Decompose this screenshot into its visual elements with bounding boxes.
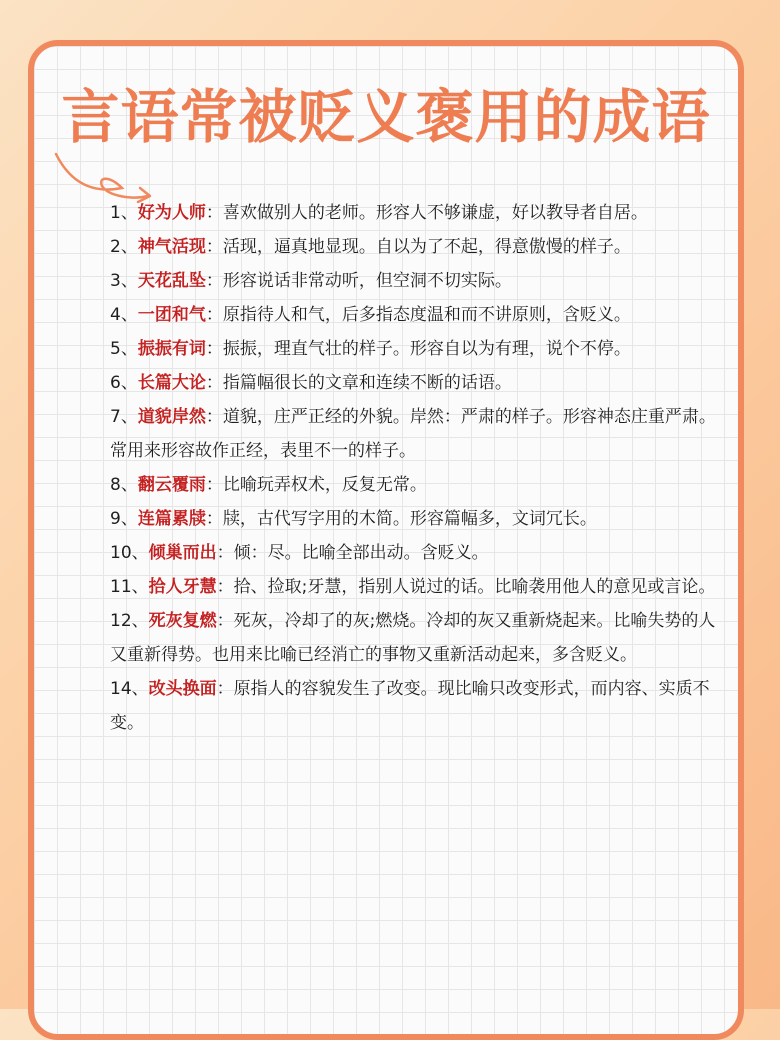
- list-item: 3、天花乱坠：形容说话非常动听，但空洞不切实际。: [110, 271, 512, 291]
- page-title: 言语常被贬义褒用的成语: [61, 83, 711, 151]
- idiom-term: 神气活现: [137, 237, 206, 257]
- idiom-definition: ：比喻玩弄权术，反复无常。: [205, 475, 427, 495]
- idiom-definition: ：形容说话非常动听，但空洞不切实际。: [205, 271, 512, 291]
- idiom-term: 道貌岸然: [137, 407, 206, 427]
- list-item: 7、道貌岸然：道貌，庄严正经的外貌。岸然：严肃的样子。形容神态庄重严肃。常用来形容故作正经，表里不一的样子。: [110, 407, 716, 461]
- idiom-term: 倾巢而出: [148, 543, 217, 563]
- idiom-term: 天花乱坠: [137, 271, 206, 291]
- idiom-term: 改头换面: [148, 679, 217, 699]
- idiom-definition: ：喜欢做别人的老师。形容人不够谦虚，好以教导者自居。: [205, 203, 648, 223]
- list-item: 5、振振有词：振振，理直气壮的样子。形容自以为有理，说个不停。: [110, 339, 631, 359]
- idiom-term: 翻云覆雨: [137, 475, 206, 495]
- list-item: 11、拾人牙慧：拾、捡取;牙慧，指别人说过的话。比喻袭用他人的意见或言论。: [110, 577, 716, 597]
- list-item: 9、连篇累牍：牍，古代写字用的木简。形容篇幅多，文词冗长。: [110, 509, 597, 529]
- list-item: 1、好为人师：喜欢做别人的老师。形容人不够谦虚，好以教导者自居。: [110, 203, 648, 223]
- list-item: 2、神气活现：活现，逼真地显现。自以为了不起，得意傲慢的样子。: [110, 237, 631, 257]
- idiom-term: 一团和气: [137, 305, 206, 325]
- idiom-term: 振振有词: [137, 339, 206, 359]
- idiom-definition: ：指篇幅很长的文章和连续不断的话语。: [205, 373, 512, 393]
- idiom-term: 连篇累牍: [137, 509, 206, 529]
- list-item: 12、死灰复燃：死灰，冷却了的灰;燃烧。冷却的灰又重新烧起来。比喻失势的人又重新得势。也用来比喻已经消亡的事物又重新活动起来，多含贬义。: [110, 611, 716, 665]
- idiom-term: 拾人牙慧: [148, 577, 217, 597]
- idiom-list: [110, 196, 720, 740]
- idiom-term: 好为人师: [137, 203, 206, 223]
- idiom-definition: ：死灰，冷却了的灰;燃烧。冷却的灰又重新烧起来。比喻失势的人又重新得势。也用来比喻已经消亡的事物又重新活动起来，多含贬义。: [110, 611, 716, 665]
- idiom-definition: ：原指待人和气，后多指态度温和而不讲原则，含贬义。: [205, 305, 631, 325]
- list-item: 8、翻云覆雨：比喻玩弄权术，反复无常。: [110, 475, 427, 495]
- idiom-definition: ：活现，逼真地显现。自以为了不起，得意傲慢的样子。: [205, 237, 631, 257]
- idiom-definition: ：拾、捡取;牙慧，指别人说过的话。比喻袭用他人的意见或言论。: [216, 577, 716, 597]
- idiom-definition: ：原指人的容貌发生了改变。现比喻只改变形式，而内容、实质不变。: [110, 679, 710, 733]
- notebook-card: [28, 40, 744, 1040]
- idiom-term: 死灰复燃: [148, 611, 217, 631]
- idiom-definition: ：道貌，庄严正经的外貌。岸然：严肃的样子。形容神态庄重严肃。常用来形容故作正经，表里不一的样子。: [110, 407, 716, 461]
- idiom-definition: ：振振，理直气壮的样子。形容自以为有理，说个不停。: [205, 339, 631, 359]
- list-item: 6、长篇大论：指篇幅很长的文章和连续不断的话语。: [110, 373, 512, 393]
- idiom-definition: ：倾：尽。比喻全部出动。含贬义。: [216, 543, 489, 563]
- idiom-definition: ：牍，古代写字用的木简。形容篇幅多，文词冗长。: [205, 509, 597, 529]
- list-item: 4、一团和气：原指待人和气，后多指态度温和而不讲原则，含贬义。: [110, 305, 631, 325]
- idiom-term: 长篇大论: [137, 373, 206, 393]
- list-item: 14、改头换面：原指人的容貌发生了改变。现比喻只改变形式，而内容、实质不变。: [110, 679, 710, 733]
- list-item: 10、倾巢而出：倾：尽。比喻全部出动。含贬义。: [110, 543, 489, 563]
